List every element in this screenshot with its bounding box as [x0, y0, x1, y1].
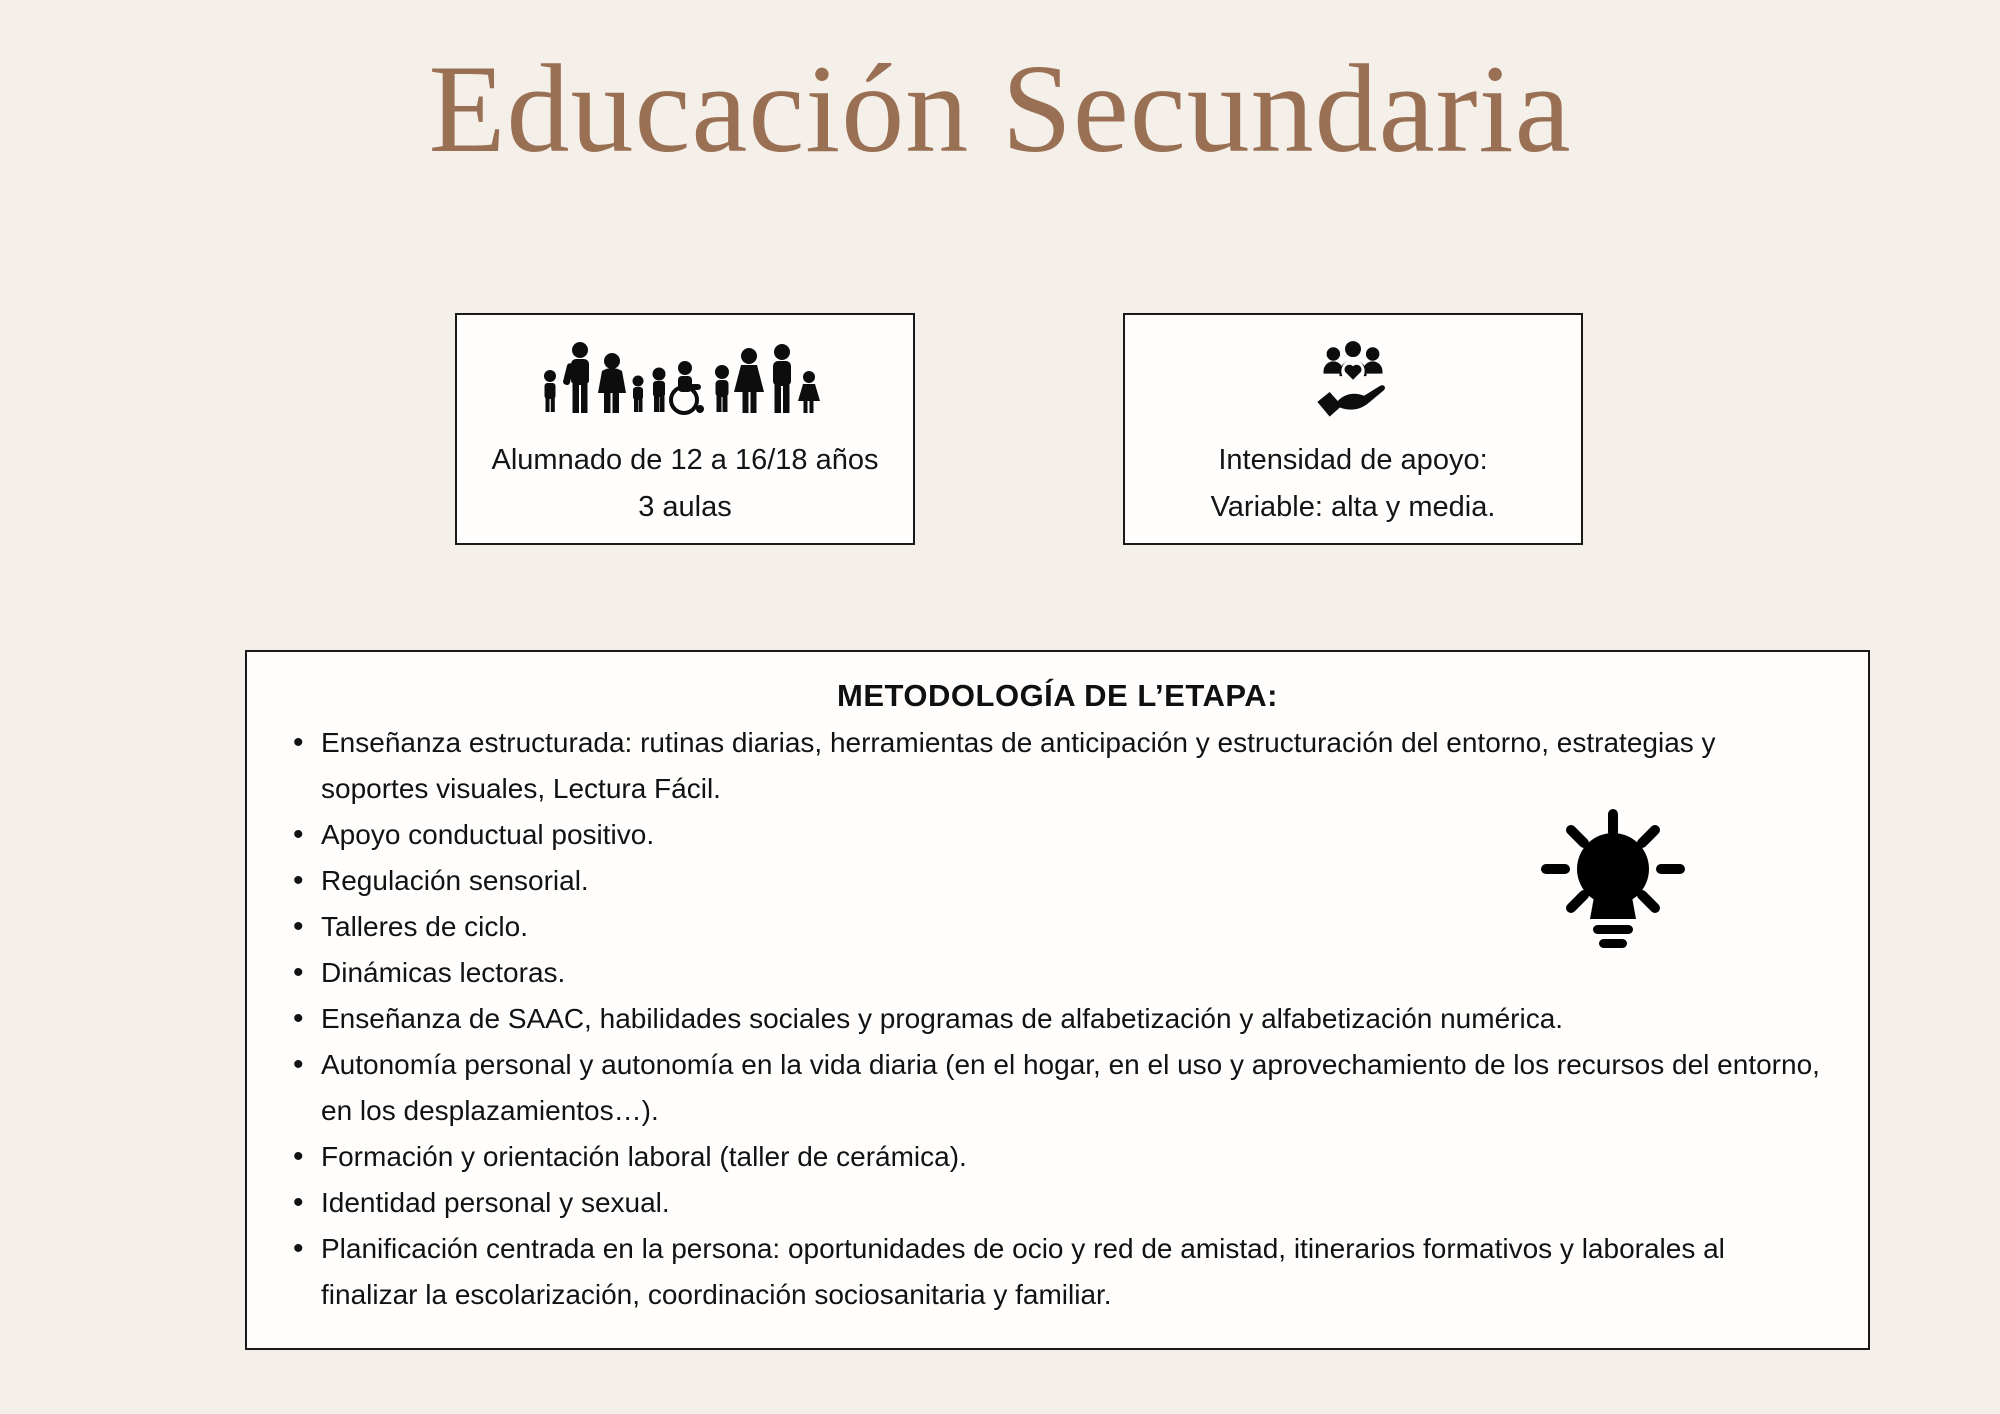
methodology-panel — [245, 650, 1870, 1350]
support-card-line-1: Intensidad de apoyo: — [1218, 444, 1488, 476]
students-card-line-1: Alumnado de 12 a 16/18 años — [491, 444, 879, 476]
list-item: • Enseñanza estructurada: rutinas diarias, herramientas de anticipación y estructuración del entorno, estrategias y soportes visuales, Lectura Fácil. — [285, 720, 1822, 812]
hand-holding-people-heart-icon — [1310, 325, 1396, 437]
list-item: • Apoyo conductual positivo. — [285, 812, 1822, 858]
support-card-line-2: Variable: alta y media. — [1210, 491, 1496, 523]
list-item: • Formación y orientación laboral (taller de cerámica). — [285, 1134, 1822, 1180]
list-item: • Dinámicas lectoras. — [285, 950, 1822, 996]
methodology-list — [247, 720, 1868, 1318]
inclusive-family-group-icon — [535, 325, 835, 437]
list-item: • Autonomía personal y autonomía en la vida diaria (en el hogar, en el uso y aprovechamiento de los recursos del entorno, en los desplazamientos…). — [285, 1042, 1822, 1134]
students-card-line-2: 3 aulas — [638, 491, 732, 523]
list-item: • Identidad personal y sexual. — [285, 1180, 1822, 1226]
students-card — [455, 313, 915, 545]
support-card — [1123, 313, 1583, 545]
list-item: • Planificación centrada en la persona: oportunidades de ocio y red de amistad, itinerarios formativos y laborales al finalizar la escolarización, coordinación sociosanitaria y familiar. — [285, 1226, 1822, 1318]
page-title: Educación Secundaria — [428, 40, 1572, 179]
list-item: • Regulación sensorial. — [285, 858, 1822, 904]
methodology-heading: METODOLOGÍA DE L’ETAPA: — [837, 678, 1278, 713]
list-item: • Talleres de ciclo. — [285, 904, 1822, 950]
list-item: • Enseñanza de SAAC, habilidades sociales y programas de alfabetización y alfabetización numérica. — [285, 996, 1822, 1042]
